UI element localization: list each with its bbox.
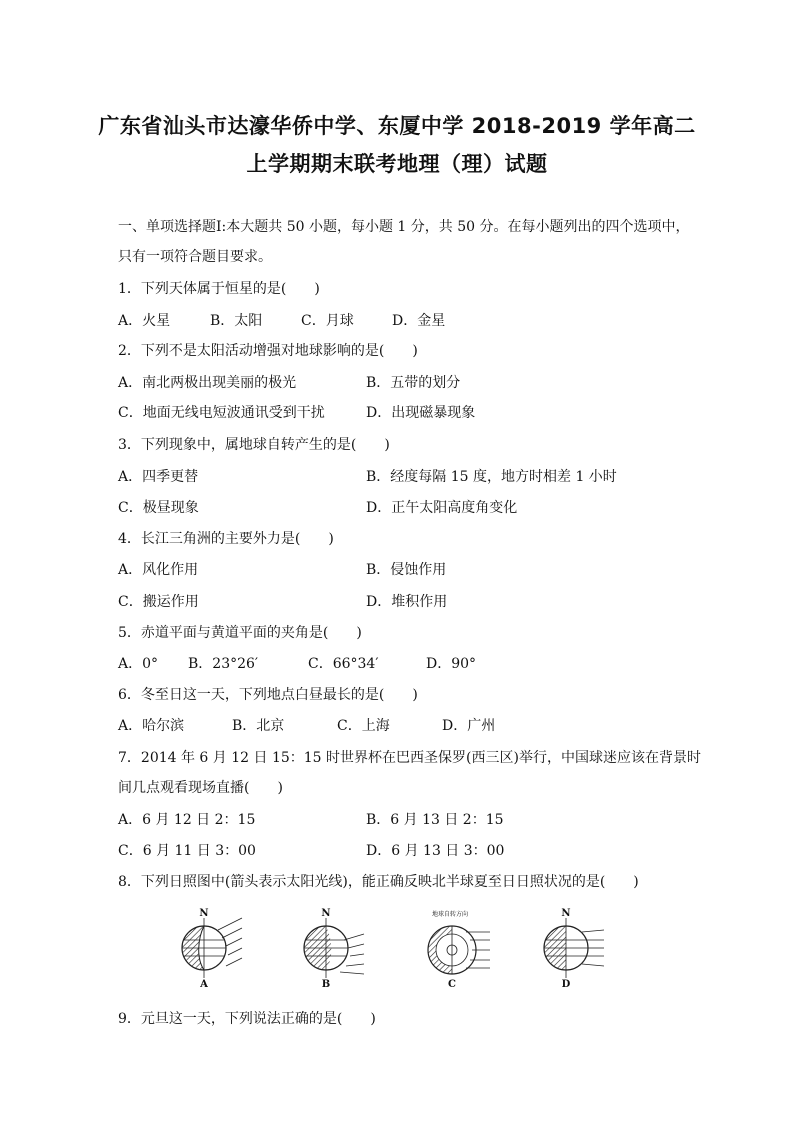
question-4-option-b: B．侵蚀作用 [366, 562, 447, 578]
question-5-option-b: B．23°26′ [188, 656, 259, 672]
question-4-option-d: D．堆积作用 [366, 594, 448, 610]
question-1-option-b: B．太阳 [210, 313, 263, 329]
question-1-option-c: C．月球 [301, 313, 354, 329]
question-2-stem: 2．下列不是太阳活动增强对地球影响的是( ) [118, 343, 418, 359]
diagram-c-label: C [448, 979, 456, 990]
question-7-stem-line-2: 间几点观看现场直播( ) [118, 780, 283, 796]
question-5-stem: 5．赤道平面与黄道平面的夹角是( ) [118, 625, 362, 641]
diagram-d-north-label: N [561, 908, 571, 919]
diagram-b-globe [298, 908, 378, 988]
question-7-option-a: A．6 月 12 日 2：15 [118, 812, 256, 828]
question-3-option-a: A．四季更替 [118, 469, 199, 485]
diagram-d-globe [538, 908, 618, 988]
question-6-option-a: A．哈尔滨 [118, 718, 185, 734]
question-3-stem: 3．下列现象中，属地球自转产生的是( ) [118, 437, 390, 453]
diagram-c-globe [422, 908, 502, 988]
question-7-stem-line-1: 7．2014 年 6 月 12 日 15：15 时世界杯在巴西圣保罗(西三区)举行，中国球迷应该在背景时 [118, 750, 701, 766]
question-2-option-c: C．地面无线电短波通讯受到干扰 [118, 405, 325, 421]
question-4-stem: 4．长江三角洲的主要外力是( ) [118, 531, 334, 547]
question-1-option-a: A．火星 [118, 313, 171, 329]
question-2-option-d: D．出现磁暴现象 [366, 405, 476, 421]
question-6-option-b: B．北京 [232, 718, 285, 734]
question-6-option-c: C．上海 [337, 718, 390, 734]
question-3-option-d: D．正午太阳高度角变化 [366, 500, 518, 516]
question-7-option-d: D．6 月 13 日 3：00 [366, 843, 505, 859]
question-4-option-a: A．风化作用 [118, 562, 199, 578]
question-5-option-c: C．66°34′ [308, 656, 379, 672]
question-8-stem: 8．下列日照图中(箭头表示太阳光线)，能正确反映北半球夏至日日照状况的是( ) [118, 874, 639, 890]
document-title-line-2: 上学期期末联考地理（理）试题 [246, 152, 548, 176]
question-3-option-c: C．极昼现象 [118, 500, 199, 516]
question-6-stem: 6．冬至日这一天，下列地点白昼最长的是( ) [118, 687, 418, 703]
instructions-line-2: 只有一项符合题目要求。 [118, 249, 272, 265]
question-7-option-b: B．6 月 13 日 2：15 [366, 812, 504, 828]
question-7-option-c: C．6 月 11 日 3：00 [118, 843, 256, 859]
document-title-line-1: 广东省汕头市达濠华侨中学、东厦中学 2018-2019 学年高二 [98, 114, 696, 138]
diagram-a-north-label: N [199, 908, 209, 919]
diagram-d-label: D [561, 979, 571, 990]
question-6-option-d: D．广州 [442, 718, 496, 734]
rotation-direction-label: 地球自转方向 [432, 911, 469, 918]
question-4-option-c: C．搬运作用 [118, 594, 199, 610]
diagram-a-globe [176, 908, 256, 988]
diagram-b-north-label: N [321, 908, 331, 919]
question-3-option-b: B．经度每隔 15 度，地方时相差 1 小时 [366, 469, 617, 485]
diagram-a-label: A [200, 979, 208, 990]
question-5-option-a: A．0° [118, 656, 159, 672]
question-2-option-a: A．南北两极出现美丽的极光 [118, 375, 297, 391]
question-1-option-d: D．金星 [392, 313, 446, 329]
question-1-stem: 1．下列天体属于恒星的是( ) [118, 281, 320, 297]
diagram-b-label: B [321, 979, 331, 990]
question-2-option-b: B．五带的划分 [366, 375, 461, 391]
question-9-stem: 9．元旦这一天，下列说法正确的是( ) [118, 1011, 376, 1027]
instructions-line-1: 一、单项选择题Ⅰ:本大题共 50 小题，每小题 1 分，共 50 分。在每小题列出的四个选项中， [118, 219, 690, 235]
question-5-option-d: D．90° [426, 656, 477, 672]
